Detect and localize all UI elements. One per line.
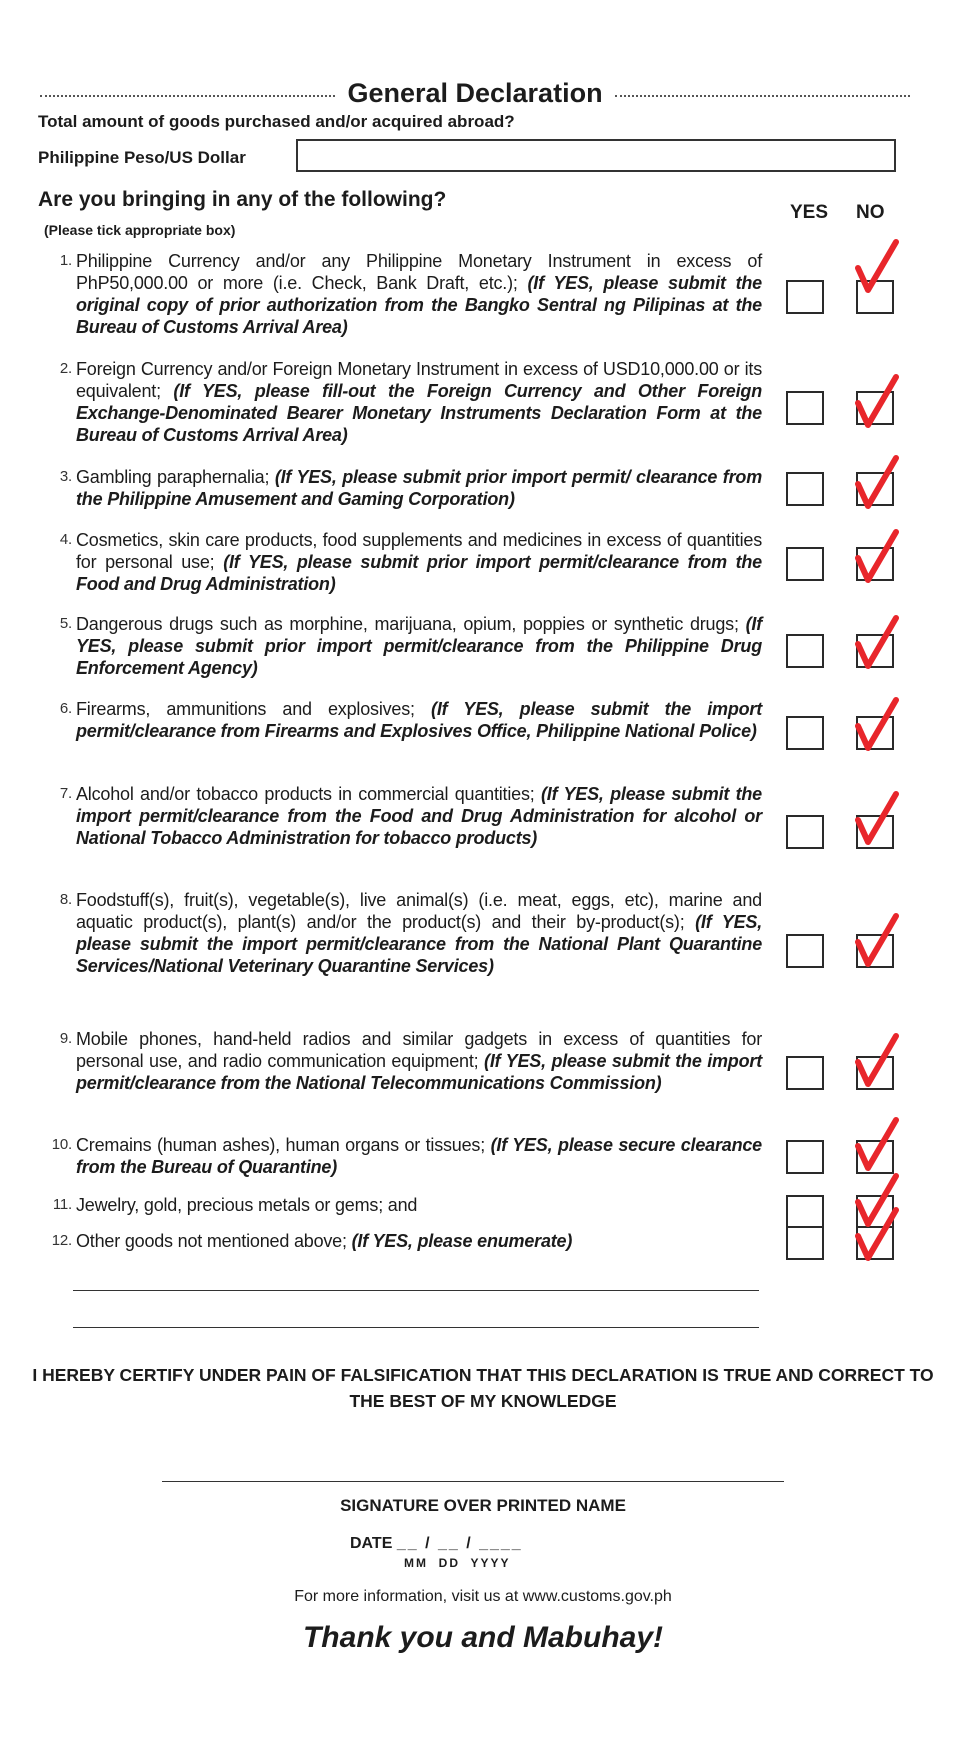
yes-checkbox[interactable] bbox=[786, 634, 824, 668]
item-description: Foreign Currency and/or Foreign Monetary Instrument in excess of USD10,000.00 or its equivalent; bbox=[76, 359, 762, 401]
item-number: 11. bbox=[52, 1196, 72, 1213]
yes-checkbox[interactable] bbox=[786, 815, 824, 849]
item-note: (If YES, please submit the import permit/clearance from the Food and Drug Administration for alcohol or National Tobacco Administration for tobacco products) bbox=[76, 784, 762, 848]
item-text bbox=[76, 529, 762, 595]
checkmark-icon bbox=[852, 1116, 900, 1172]
item-number: 6. bbox=[59, 700, 72, 717]
item-text bbox=[76, 1028, 762, 1094]
certification-statement: I HEREBY CERTIFY UNDER PAIN OF FALSIFICATION THAT THIS DECLARATION IS TRUE AND CORRECT TO THE BEST OF MY KNOWLEDGE bbox=[32, 1365, 934, 1411]
item-number: 3. bbox=[59, 468, 72, 485]
declaration-item bbox=[40, 250, 762, 338]
signature-label: SIGNATURE OVER PRINTED NAME bbox=[340, 1496, 626, 1515]
date-format-hint: MM DD YYYY bbox=[404, 1556, 511, 1570]
declaration-item bbox=[40, 1230, 762, 1252]
signature-line[interactable] bbox=[162, 1481, 784, 1482]
item-text bbox=[76, 358, 762, 446]
total-amount-question: Total amount of goods purchased and/or acquired abroad? bbox=[38, 112, 515, 131]
yes-checkbox[interactable] bbox=[786, 547, 824, 581]
item-description: Gambling paraphernalia; bbox=[76, 467, 270, 487]
item-description: Cosmetics, skin care products, food supplements and medicines in excess of quantities for personal use; bbox=[76, 530, 762, 572]
yes-checkbox[interactable] bbox=[786, 1140, 824, 1174]
item-number: 5. bbox=[59, 615, 72, 632]
item-note: (If YES, please submit the original copy of prior authorization from the Bangko Sentral ng Pilipinas at the Bureau of Customs Arrival Area) bbox=[76, 273, 762, 337]
item-text bbox=[76, 613, 762, 679]
yes-checkbox[interactable] bbox=[786, 280, 824, 314]
item-text bbox=[76, 466, 762, 510]
declaration-item bbox=[40, 358, 762, 446]
date-field[interactable]: __ / __ / ____ bbox=[396, 1535, 523, 1552]
declaration-item bbox=[40, 1028, 762, 1094]
currency-label: Philippine Peso/US Dollar bbox=[38, 148, 246, 167]
item-description: Philippine Currency and/or any Philippine Monetary Instrument in excess of PhP50,000.00 or more (i.e. Check, Bank Draft, etc.); bbox=[76, 251, 762, 293]
item-number: 9. bbox=[59, 1030, 72, 1047]
tick-instruction: (Please tick appropriate box) bbox=[44, 222, 236, 238]
declaration-item bbox=[40, 466, 762, 510]
item-number: 8. bbox=[59, 891, 72, 908]
item-description: Firearms, ammunitions and explosives; bbox=[76, 699, 415, 719]
enumerate-line[interactable] bbox=[73, 1327, 759, 1328]
item-text bbox=[76, 698, 762, 742]
checkmark-icon bbox=[852, 912, 900, 968]
checkmark-icon bbox=[852, 614, 900, 670]
item-description: Jewelry, gold, precious metals or gems; and bbox=[76, 1195, 418, 1215]
yes-checkbox[interactable] bbox=[786, 1056, 824, 1090]
declaration-item bbox=[40, 529, 762, 595]
checkmark-icon bbox=[852, 454, 900, 510]
item-number: 1. bbox=[59, 252, 72, 269]
checkmark-icon bbox=[852, 528, 900, 584]
dotted-rule-left bbox=[40, 95, 335, 97]
yes-checkbox[interactable] bbox=[786, 934, 824, 968]
checkmark-icon bbox=[852, 790, 900, 846]
yes-checkbox[interactable] bbox=[786, 1226, 824, 1260]
item-description: Cremains (human ashes), human organs or tissues; bbox=[76, 1135, 486, 1155]
item-text bbox=[76, 1230, 762, 1252]
section-title: General Declaration bbox=[347, 77, 603, 108]
declaration-item bbox=[40, 1194, 762, 1216]
dotted-rule-right bbox=[615, 95, 910, 97]
item-note: (If YES, please submit the import permit/clearance from the National Telecommunications Commission) bbox=[76, 1051, 762, 1093]
item-description: Dangerous drugs such as morphine, marijuana, opium, poppies or synthetic drugs; bbox=[76, 614, 739, 634]
item-description: Foodstuff(s), fruit(s), vegetable(s), live animal(s) (i.e. meat, eggs, etc), marine and aquatic product(s), plant(s) and/or the product(s) and their by-product(s); bbox=[76, 890, 762, 932]
item-description: Mobile phones, hand-held radios and similar gadgets in excess of quantities for personal use, and radio communication equipment; bbox=[76, 1029, 762, 1071]
declaration-item bbox=[40, 613, 762, 679]
checkmark-icon bbox=[852, 696, 900, 752]
checkmark-icon bbox=[852, 1206, 900, 1262]
checkmark-icon bbox=[852, 238, 900, 294]
yes-checkbox[interactable] bbox=[786, 1195, 824, 1229]
item-number: 4. bbox=[59, 531, 72, 548]
item-note: (If YES, please secure clearance from the Bureau of Quarantine) bbox=[76, 1135, 762, 1177]
declaration-item bbox=[40, 783, 762, 849]
item-note: (If YES, please submit prior import permit/clearance from the Philippine Drug Enforcement Agency) bbox=[76, 614, 762, 678]
date-label: DATE bbox=[350, 1535, 393, 1552]
item-note: (If YES, please submit the import permit/clearance from the National Plant Quarantine Services/National Veterinary Quarantine Services) bbox=[76, 912, 762, 976]
item-description: Other goods not mentioned above; bbox=[76, 1231, 347, 1251]
enumerate-line[interactable] bbox=[73, 1290, 759, 1291]
currency-amount-field[interactable] bbox=[296, 139, 896, 172]
item-number: 7. bbox=[59, 785, 72, 802]
yes-checkbox[interactable] bbox=[786, 391, 824, 425]
item-text bbox=[76, 889, 762, 977]
section-header bbox=[40, 78, 910, 108]
item-number: 12. bbox=[51, 1232, 72, 1249]
checkmark-icon bbox=[852, 373, 900, 429]
bringing-question: Are you bringing in any of the following? bbox=[38, 188, 447, 211]
yes-column-header: YES bbox=[790, 202, 829, 223]
yes-checkbox[interactable] bbox=[786, 716, 824, 750]
item-number: 2. bbox=[59, 360, 72, 377]
declaration-item bbox=[40, 1134, 762, 1178]
item-text bbox=[76, 250, 762, 338]
item-note: (If YES, please submit the import permit/clearance from Firearms and Explosives Office, Philippine National Police) bbox=[76, 699, 763, 741]
declaration-item bbox=[40, 889, 762, 977]
declaration-item bbox=[40, 698, 762, 742]
item-note: (If YES, please submit prior import permit/ clearance from the Philippine Amusement and Gaming Corporation) bbox=[76, 467, 762, 509]
item-note: (If YES, please enumerate) bbox=[351, 1231, 573, 1251]
no-column-header: NO bbox=[856, 202, 885, 223]
closing-message: Thank you and Mabuhay! bbox=[302, 1621, 664, 1654]
footer-info: For more information, visit us at www.customs.gov.ph bbox=[294, 1588, 672, 1605]
checkmark-icon bbox=[852, 1032, 900, 1088]
item-text bbox=[76, 783, 762, 849]
item-description: Alcohol and/or tobacco products in commercial quantities; bbox=[76, 784, 535, 804]
item-note: (If YES, please fill-out the Foreign Currency and Other Foreign Exchange-Denominated Bearer Monetary Instruments Declaration Form at the Bureau of Customs Arrival Area) bbox=[76, 381, 762, 445]
item-number: 10. bbox=[51, 1136, 72, 1153]
date-row bbox=[350, 1535, 523, 1553]
item-note: (If YES, please submit prior import permit/clearance from the Food and Drug Administration) bbox=[76, 552, 762, 594]
item-text bbox=[76, 1194, 762, 1216]
yes-checkbox[interactable] bbox=[786, 472, 824, 506]
item-text bbox=[76, 1134, 762, 1178]
